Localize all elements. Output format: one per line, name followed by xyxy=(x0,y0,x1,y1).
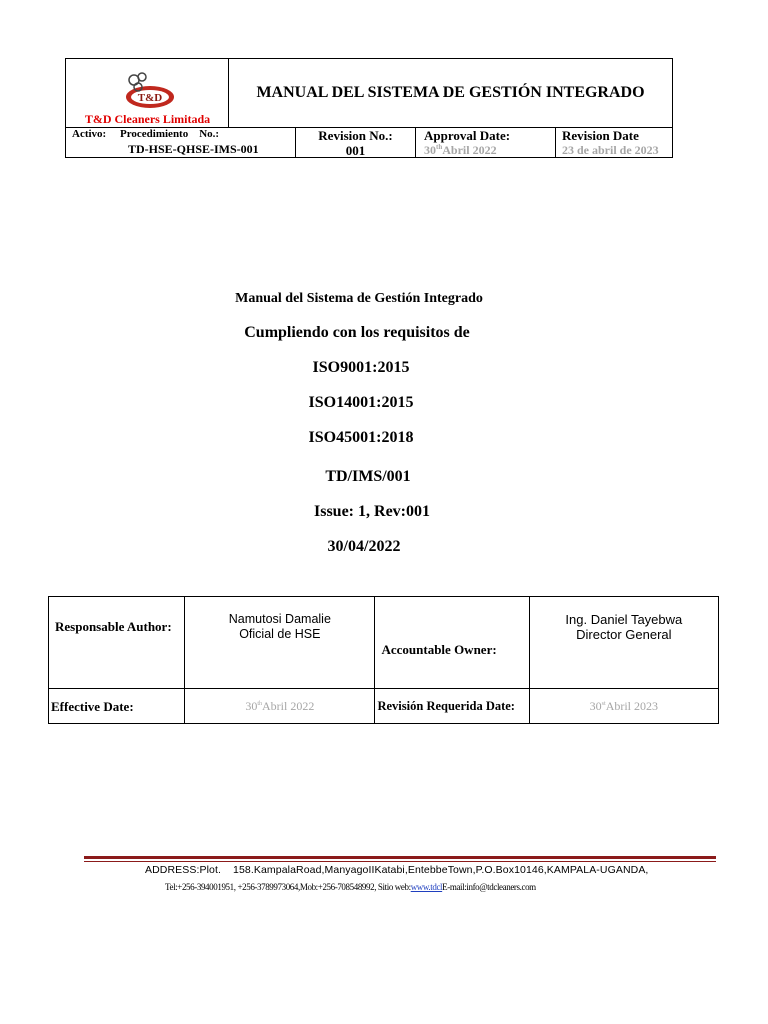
company-logo-icon xyxy=(120,71,176,111)
company-name: T&D Cleaners Limitada xyxy=(84,112,211,126)
revision-date-value: 23 de abril de 2023 xyxy=(562,143,659,157)
author-role: Oficial de HSE xyxy=(239,627,321,641)
approval-date: 30thAbril 2022 xyxy=(424,143,497,157)
author-cell xyxy=(185,597,375,689)
effective-date-label: Effective Date: xyxy=(49,689,185,724)
revision-date-cell xyxy=(556,128,672,158)
document-title: MANUAL DEL SISTEMA DE GESTIÓN INTEGRADO xyxy=(256,84,645,101)
issue-revision: Issue: 1, Rev:001 xyxy=(314,503,430,520)
revision-number: 001 xyxy=(345,143,366,158)
activo-label: Activo: xyxy=(72,128,107,140)
standard-iso14001: ISO14001:2015 xyxy=(308,394,414,411)
standard-iso9001: ISO9001:2015 xyxy=(312,359,410,376)
cover-title: Manual del Sistema de Gestión Integrado xyxy=(235,291,483,306)
review-date-label: Revisión Requerida Date: xyxy=(375,689,529,724)
cover-subtitle: Cumpliendo con los requisitos de xyxy=(244,324,470,341)
footer-email[interactable]: E-mail:info@tdcleaners.com xyxy=(442,882,536,892)
ownership-table xyxy=(48,596,719,724)
svg-text:T&D: T&D xyxy=(137,92,163,104)
table-row xyxy=(49,597,719,689)
approval-cell xyxy=(416,128,556,158)
owner-role: Director General xyxy=(576,627,672,642)
procedure-number: TD-HSE-QHSE-IMS-001 xyxy=(128,142,259,156)
procedure-label: Procedimiento No.: xyxy=(120,128,220,140)
revision-label: Revision No.: xyxy=(318,128,393,143)
procedure-cell xyxy=(120,128,296,158)
footer-address: ADDRESS:Plot. 158.KampalaRoad,ManyagoIIKatabi,EntebbeTown,P.O.Box10146,KAMPALA-UGANDA, xyxy=(145,864,649,876)
effective-date-value: 30thAbril 2022 xyxy=(185,689,375,724)
issue-date: 30/04/2022 xyxy=(327,538,401,555)
author-label: Responsable Author: xyxy=(49,597,185,689)
header-meta-row xyxy=(66,127,672,158)
approval-label: Approval Date: xyxy=(424,128,511,143)
owner-label: Accountable Owner: xyxy=(375,597,529,689)
footer-phones: Tel:+256-394001951, +256-3789973064,Mob:+256-708548992, Sitio web: xyxy=(165,882,411,892)
owner-cell xyxy=(529,597,718,689)
table-row xyxy=(49,689,719,724)
footer-contact xyxy=(165,882,536,892)
review-date-value: 30stAbril 2023 xyxy=(529,689,718,724)
standard-iso45001: ISO45001:2018 xyxy=(308,429,414,446)
document-code: TD/IMS/001 xyxy=(325,468,411,485)
logo-cell xyxy=(66,59,229,127)
footer-rule xyxy=(84,856,716,859)
footer-rule-thin xyxy=(84,861,716,862)
revision-date-label: Revision Date xyxy=(562,128,639,143)
owner-name: Ing. Daniel Tayebwa xyxy=(565,612,683,627)
footer-website-link[interactable]: www.tdcl xyxy=(410,882,443,892)
author-name: Namutosi Damalie xyxy=(228,612,331,626)
revision-cell xyxy=(296,128,416,158)
document-header xyxy=(65,58,673,158)
